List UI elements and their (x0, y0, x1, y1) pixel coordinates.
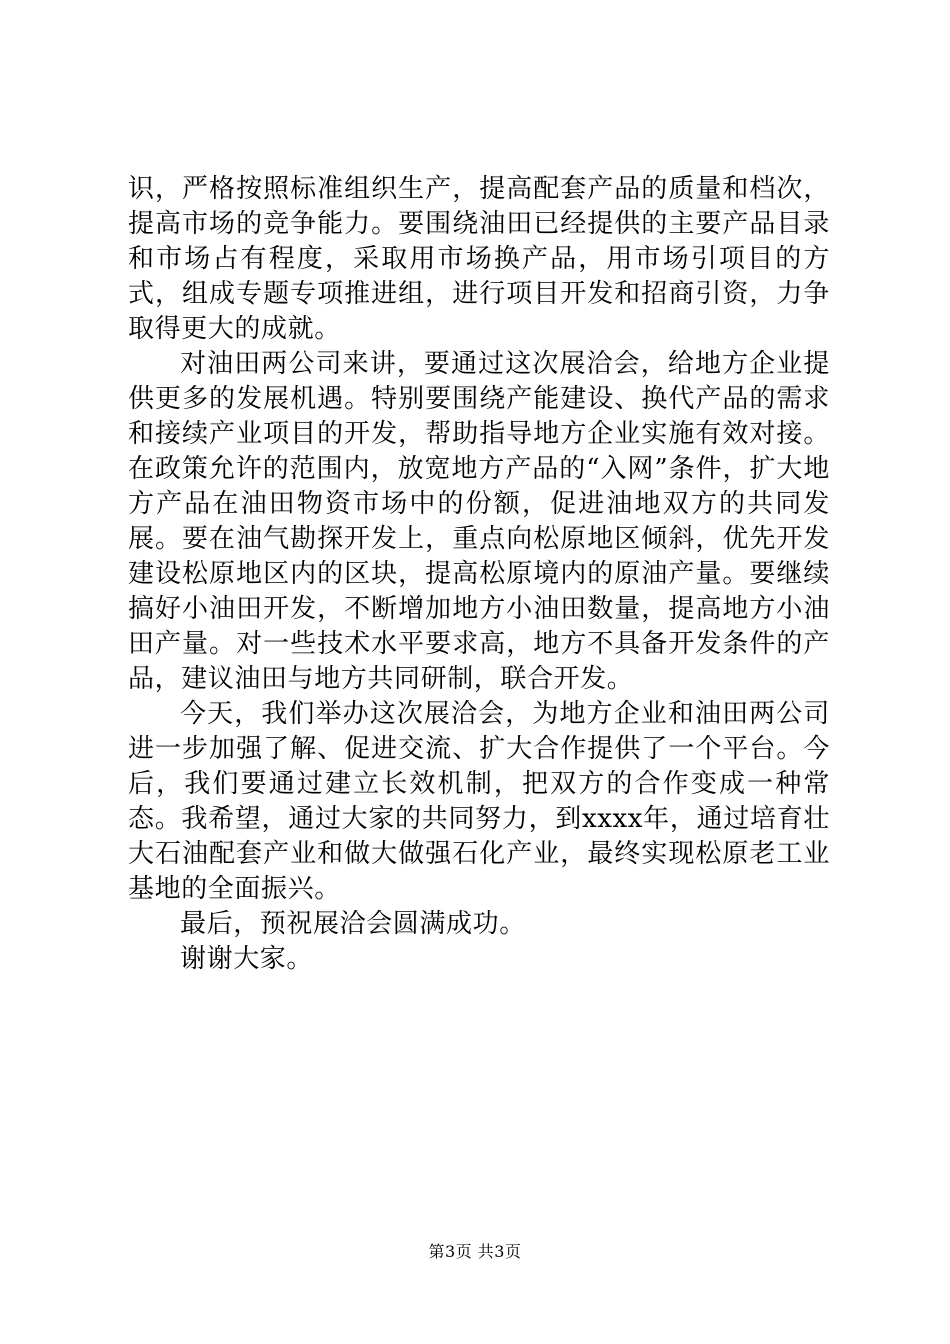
paragraph-5: 谢谢大家。 (180, 944, 314, 974)
page-footer: 第3页 共3页 (428, 1242, 522, 1261)
paragraph-4: 最后，预祝展洽会圆满成功。 (180, 909, 526, 939)
paragraph-3: 今天，我们举办这次展洽会，为地方企业和油田两公司进一步加强了解、促进交流、扩大合作提供了一个平台。今后，我们要通过建立长效机制，把双方的合作变成一种常态。我希望，通过大家的共同努力，到xxxx年，通过培育壮大石油配套产业和做大做强石化产业，最终实现松原老工业基地的全面振兴。 (128, 699, 830, 904)
paragraph-1: 识，严格按照标准组织生产，提高配套产品的质量和档次，提高市场的竞争能力。要围绕油田已经提供的主要产品目录和市场占有程度，采取用市场换产品，用市场引项目的方式，组成专题专项推进组，进行项目开发和招商引资，力争取得更大的成就。 (128, 174, 830, 344)
document-body (128, 172, 830, 977)
paragraph-2: 对油田两公司来讲，要通过这次展洽会，给地方企业提供更多的发展机遇。特别要围绕产能建设、换代产品的需求和接续产业项目的开发，帮助指导地方企业实施有效对接。在政策允许的范围内，放宽地方产品的“入网”条件，扩大地方产品在油田物资市场中的份额，促进油地双方的共同发展。要在油气勘探开发上，重点向松原地区倾斜，优先开发建设松原地区内的区块，提高松原境内的原油产量。要继续搞好小油田开发，不断增加地方小油田数量，提高地方小油田产量。对一些技术水平要求高，地方不具备开发条件的产品，建议油田与地方共同研制，联合开发。 (128, 349, 830, 694)
